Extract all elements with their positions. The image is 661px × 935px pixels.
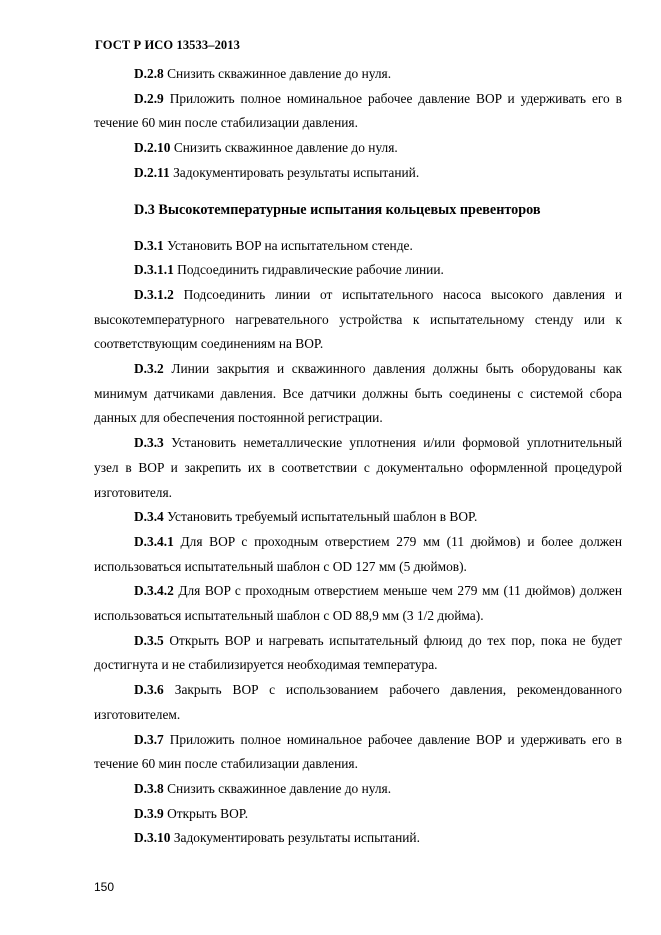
paragraph <box>94 530 622 579</box>
paragraph <box>94 357 622 431</box>
document-header: ГОСТ Р ИСО 13533–2013 <box>95 38 240 52</box>
paragraph <box>94 258 622 283</box>
clause-text: Снизить скважинное давление до нуля. <box>167 66 392 81</box>
clause-number: D.3.4.1 <box>134 533 174 549</box>
clause-number: D.3.10 <box>134 830 171 846</box>
clause-number: D.3.3 <box>134 435 164 451</box>
clause-number: D.3.4.2 <box>134 583 174 599</box>
paragraph <box>94 505 622 530</box>
paragraph <box>94 62 622 87</box>
clause-number: D.3.6 <box>134 682 164 698</box>
paragraph <box>94 283 622 357</box>
paragraph <box>94 87 622 136</box>
clause-text: Закрыть BOP с использованием рабочего давления, рекомендованного изготовителем. <box>94 682 622 722</box>
section-title: D.3 Высокотемпературные испытания кольцевых превенторов <box>134 201 541 218</box>
clause-number: D.3.4 <box>134 509 164 525</box>
clause-text: Подсоединить гидравлические рабочие линии. <box>177 262 444 278</box>
clause-text: Открыть BOP и нагревать испытательный флюид до тех пор, пока не будет достигнута и не стабилизируется необходимая температура. <box>94 632 622 673</box>
clause-number: D.3.1.1 <box>134 262 174 278</box>
paragraph <box>94 678 622 727</box>
document-body <box>94 62 622 851</box>
clause-number: D.3.2 <box>134 361 164 377</box>
clause-text: Приложить полное номинальное рабочее давление BOP и удерживать его в течение 60 мин после стабилизации давления. <box>94 731 622 772</box>
clause-number: D.3.9 <box>134 805 164 821</box>
clause-number: D.3.5 <box>134 632 164 648</box>
clause-text: Снизить скважинное давление до нуля. <box>173 140 398 156</box>
paragraph <box>94 728 622 777</box>
clause-number: D.3.7 <box>134 731 164 747</box>
paragraph <box>94 802 622 827</box>
paragraph-group-d2 <box>94 62 622 186</box>
paragraph <box>94 826 622 851</box>
clause-text: Установить BOP на испытательном стенде. <box>167 237 413 253</box>
clause-text: Подсоединить линии от испытательного насоса высокого давления и высокотемпературного нагревательного устройства к испытательному стенду или к соответствующим соединениям на BOP. <box>94 286 622 352</box>
clause-number: D.3.8 <box>134 780 164 796</box>
clause-number: D.3.1 <box>134 237 164 253</box>
paragraph <box>94 234 622 259</box>
paragraph <box>94 431 622 505</box>
paragraph <box>94 629 622 678</box>
paragraph <box>94 579 622 628</box>
clause-text: Линии закрытия и скважинного давления должны быть оборудованы как минимум датчиками давления. Все датчики должны быть соединены с системой сбора данных для обеспечения постоянной регистрации. <box>94 361 622 426</box>
page-number: 150 <box>94 880 115 894</box>
clause-number: D.3.1.2 <box>134 286 174 302</box>
clause-text: Снизить скважинное давление до нуля. <box>167 780 392 796</box>
clause-number: D.2.8 <box>134 66 164 81</box>
clause-text: Для BOP с проходным отверстием меньше чем 279 мм (11 дюймов) должен использоваться испытательный шаблон с OD 88,9 мм (3 1/2 дюйма). <box>94 583 622 624</box>
clause-text: Открыть BOP. <box>167 805 249 821</box>
clause-text: Установить требуемый испытательный шаблон в BOP. <box>167 509 478 525</box>
paragraph-group-d3 <box>94 234 622 852</box>
clause-text: Установить неметаллические уплотнения и/или формовой уплотнительный узел в BOP и закрепить их в соответствии с документально оформленной процедурой изготовителя. <box>94 435 622 500</box>
clause-text: Задокументировать результаты испытаний. <box>173 164 420 180</box>
paragraph <box>94 161 622 186</box>
clause-text: Для BOP с проходным отверстием 279 мм (11 дюймов) и более должен использоваться испытательный шаблон с OD 127 мм (5 дюймов). <box>94 533 622 574</box>
clause-number: D.2.10 <box>134 140 171 156</box>
clause-text: Приложить полное номинальное рабочее давление BOP и удерживать его в течение 60 мин после стабилизации давления. <box>94 90 622 131</box>
clause-number: D.2.11 <box>134 164 170 180</box>
clause-number: D.2.9 <box>134 90 164 106</box>
clause-text: Задокументировать результаты испытаний. <box>173 830 420 846</box>
paragraph <box>94 777 622 802</box>
paragraph <box>94 136 622 161</box>
